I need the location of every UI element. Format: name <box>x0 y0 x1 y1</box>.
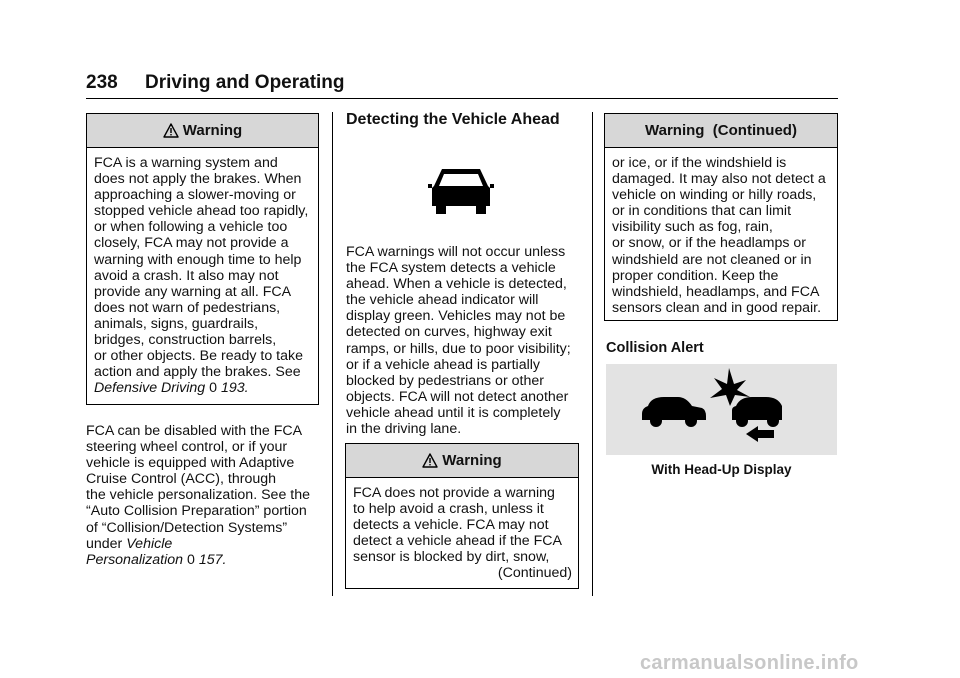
page-ref-icon: 0 <box>209 380 218 397</box>
cross-reference-link[interactable]: Vehicle <box>126 535 173 552</box>
warning-line: detects a vehicle. FCA may not <box>353 517 549 534</box>
paragraph-line: the vehicle ahead indicator will <box>346 292 539 309</box>
warning-line: sensor is blocked by dirt, snow, <box>353 549 550 566</box>
cross-reference-link[interactable]: Personalization <box>86 551 184 568</box>
warning-line: windshield are not cleaned or in <box>612 251 812 268</box>
warning-line: closely, FCA may not provide a <box>94 235 289 252</box>
collision-alert-icon <box>606 364 837 455</box>
warning-line: does not warn of pedestrians, <box>94 299 281 316</box>
paragraph-line <box>86 552 326 568</box>
warning-line: provide any warning at all. FCA <box>94 283 292 300</box>
paragraph-line: Cruise Control (ACC), through <box>86 471 277 488</box>
warning-line: or in conditions that can limit <box>612 203 792 220</box>
warning-line: or other objects. Be ready to take <box>94 348 303 365</box>
warning-box-header <box>605 114 837 148</box>
vehicle-ahead-icon <box>428 166 494 216</box>
warning-line: vehicle on winding or hilly roads, <box>612 187 817 204</box>
cross-reference-line <box>94 380 312 396</box>
warning-line: or ice, or if the windshield is <box>612 155 787 171</box>
paragraph-line: blocked by pedestrians or other <box>346 372 544 389</box>
paragraph-line: ramps, or hills, due to poor visibility; <box>346 340 571 357</box>
paragraph-line: of “Collision/Detection Systems” <box>86 519 288 536</box>
warning-line: detect a vehicle ahead if the FCA <box>353 533 562 550</box>
warning-line: approaching a slower-moving or <box>94 187 296 204</box>
paragraph-line: vehicle is equipped with Adaptive <box>86 455 295 472</box>
warning-body <box>87 148 318 396</box>
paragraph-line: or if a vehicle ahead is partially <box>346 356 540 373</box>
warning-line: to help avoid a crash, unless it <box>353 501 544 518</box>
warning-body <box>605 148 837 316</box>
warning-title: Warning <box>442 452 502 469</box>
paragraph-line: the vehicle personalization. See the <box>86 487 310 504</box>
warning-box-header <box>346 444 578 478</box>
warning-line: windshield, headlamps, and FCA <box>612 283 820 300</box>
paragraph-line: FCA can be disabled with the FCA <box>86 423 303 439</box>
page-ref-number: 193. <box>220 380 249 397</box>
warning-line: or when following a vehicle too <box>94 219 288 236</box>
warning-line: proper condition. Keep the <box>612 267 779 284</box>
warning-line: visibility such as fog, rain, <box>612 219 773 236</box>
cross-reference-link[interactable]: Defensive Driving <box>94 380 206 397</box>
warning-line: or snow, or if the headlamps or <box>612 235 806 252</box>
warning-box-right <box>604 113 838 321</box>
warning-line: action and apply the brakes. See <box>94 364 301 381</box>
warning-line: warning with enough time to help <box>94 251 302 268</box>
detecting-paragraph <box>346 244 586 437</box>
column-divider-right <box>592 112 593 596</box>
warning-title: Warning (Continued) <box>645 122 797 139</box>
paragraph-line: steering wheel control, or if your <box>86 439 288 456</box>
warning-line: FCA does not provide a warning <box>353 485 555 501</box>
warning-triangle-icon <box>422 453 438 468</box>
continued-label: (Continued) <box>497 565 572 582</box>
page-ref-number: 157. <box>198 551 227 568</box>
warning-body <box>346 478 578 582</box>
warning-line: stopped vehicle ahead too rapidly, <box>94 203 309 220</box>
paragraph-line: FCA warnings will not occur unless <box>346 244 566 260</box>
collision-alert-heading: Collision Alert <box>606 340 704 356</box>
paragraph-line <box>86 536 326 552</box>
paragraph-line: in the driving lane. <box>346 421 462 438</box>
warning-line: avoid a crash. It also may not <box>94 267 279 284</box>
warning-title: Warning <box>182 122 243 139</box>
paragraph-line: ahead. When a vehicle is detected, <box>346 276 567 293</box>
warning-line: does not apply the brakes. When <box>94 171 302 188</box>
warning-line: animals, signs, guardrails, <box>94 315 259 332</box>
warning-line: FCA is a warning system and <box>94 155 278 171</box>
paragraph-line: the FCA system detects a vehicle <box>346 260 556 277</box>
figure-caption: With Head-Up Display <box>651 462 792 477</box>
column-divider-left <box>332 112 333 596</box>
section-title: Driving and Operating <box>145 72 345 93</box>
section-heading: Detecting the Vehicle Ahead <box>346 111 560 128</box>
warning-triangle-icon <box>163 123 179 138</box>
warning-line: damaged. It may also not detect a <box>612 171 826 188</box>
page-number: 238 <box>86 72 118 93</box>
warning-line: sensors clean and in good repair. <box>612 299 822 316</box>
paragraph-line: detected on curves, highway exit <box>346 324 552 341</box>
page-header <box>86 72 838 99</box>
collision-alert-figure <box>606 364 837 455</box>
paragraph-line: vehicle ahead until it is completely <box>346 404 561 421</box>
page-ref-icon: 0 <box>186 551 195 568</box>
warning-line: bridges, construction barrels, <box>94 332 277 349</box>
warning-box-header <box>87 114 318 148</box>
watermark: carmanualsonline.info <box>640 652 859 674</box>
paragraph-line: “Auto Collision Preparation” portion <box>86 503 307 520</box>
paragraph-line: objects. FCA will not detect another <box>346 388 569 405</box>
warning-box-left <box>86 113 319 405</box>
fca-disable-paragraph <box>86 423 326 568</box>
paragraph-under: under <box>86 535 123 552</box>
paragraph-line: display green. Vehicles may not be <box>346 308 566 325</box>
warning-box-middle <box>345 443 579 589</box>
